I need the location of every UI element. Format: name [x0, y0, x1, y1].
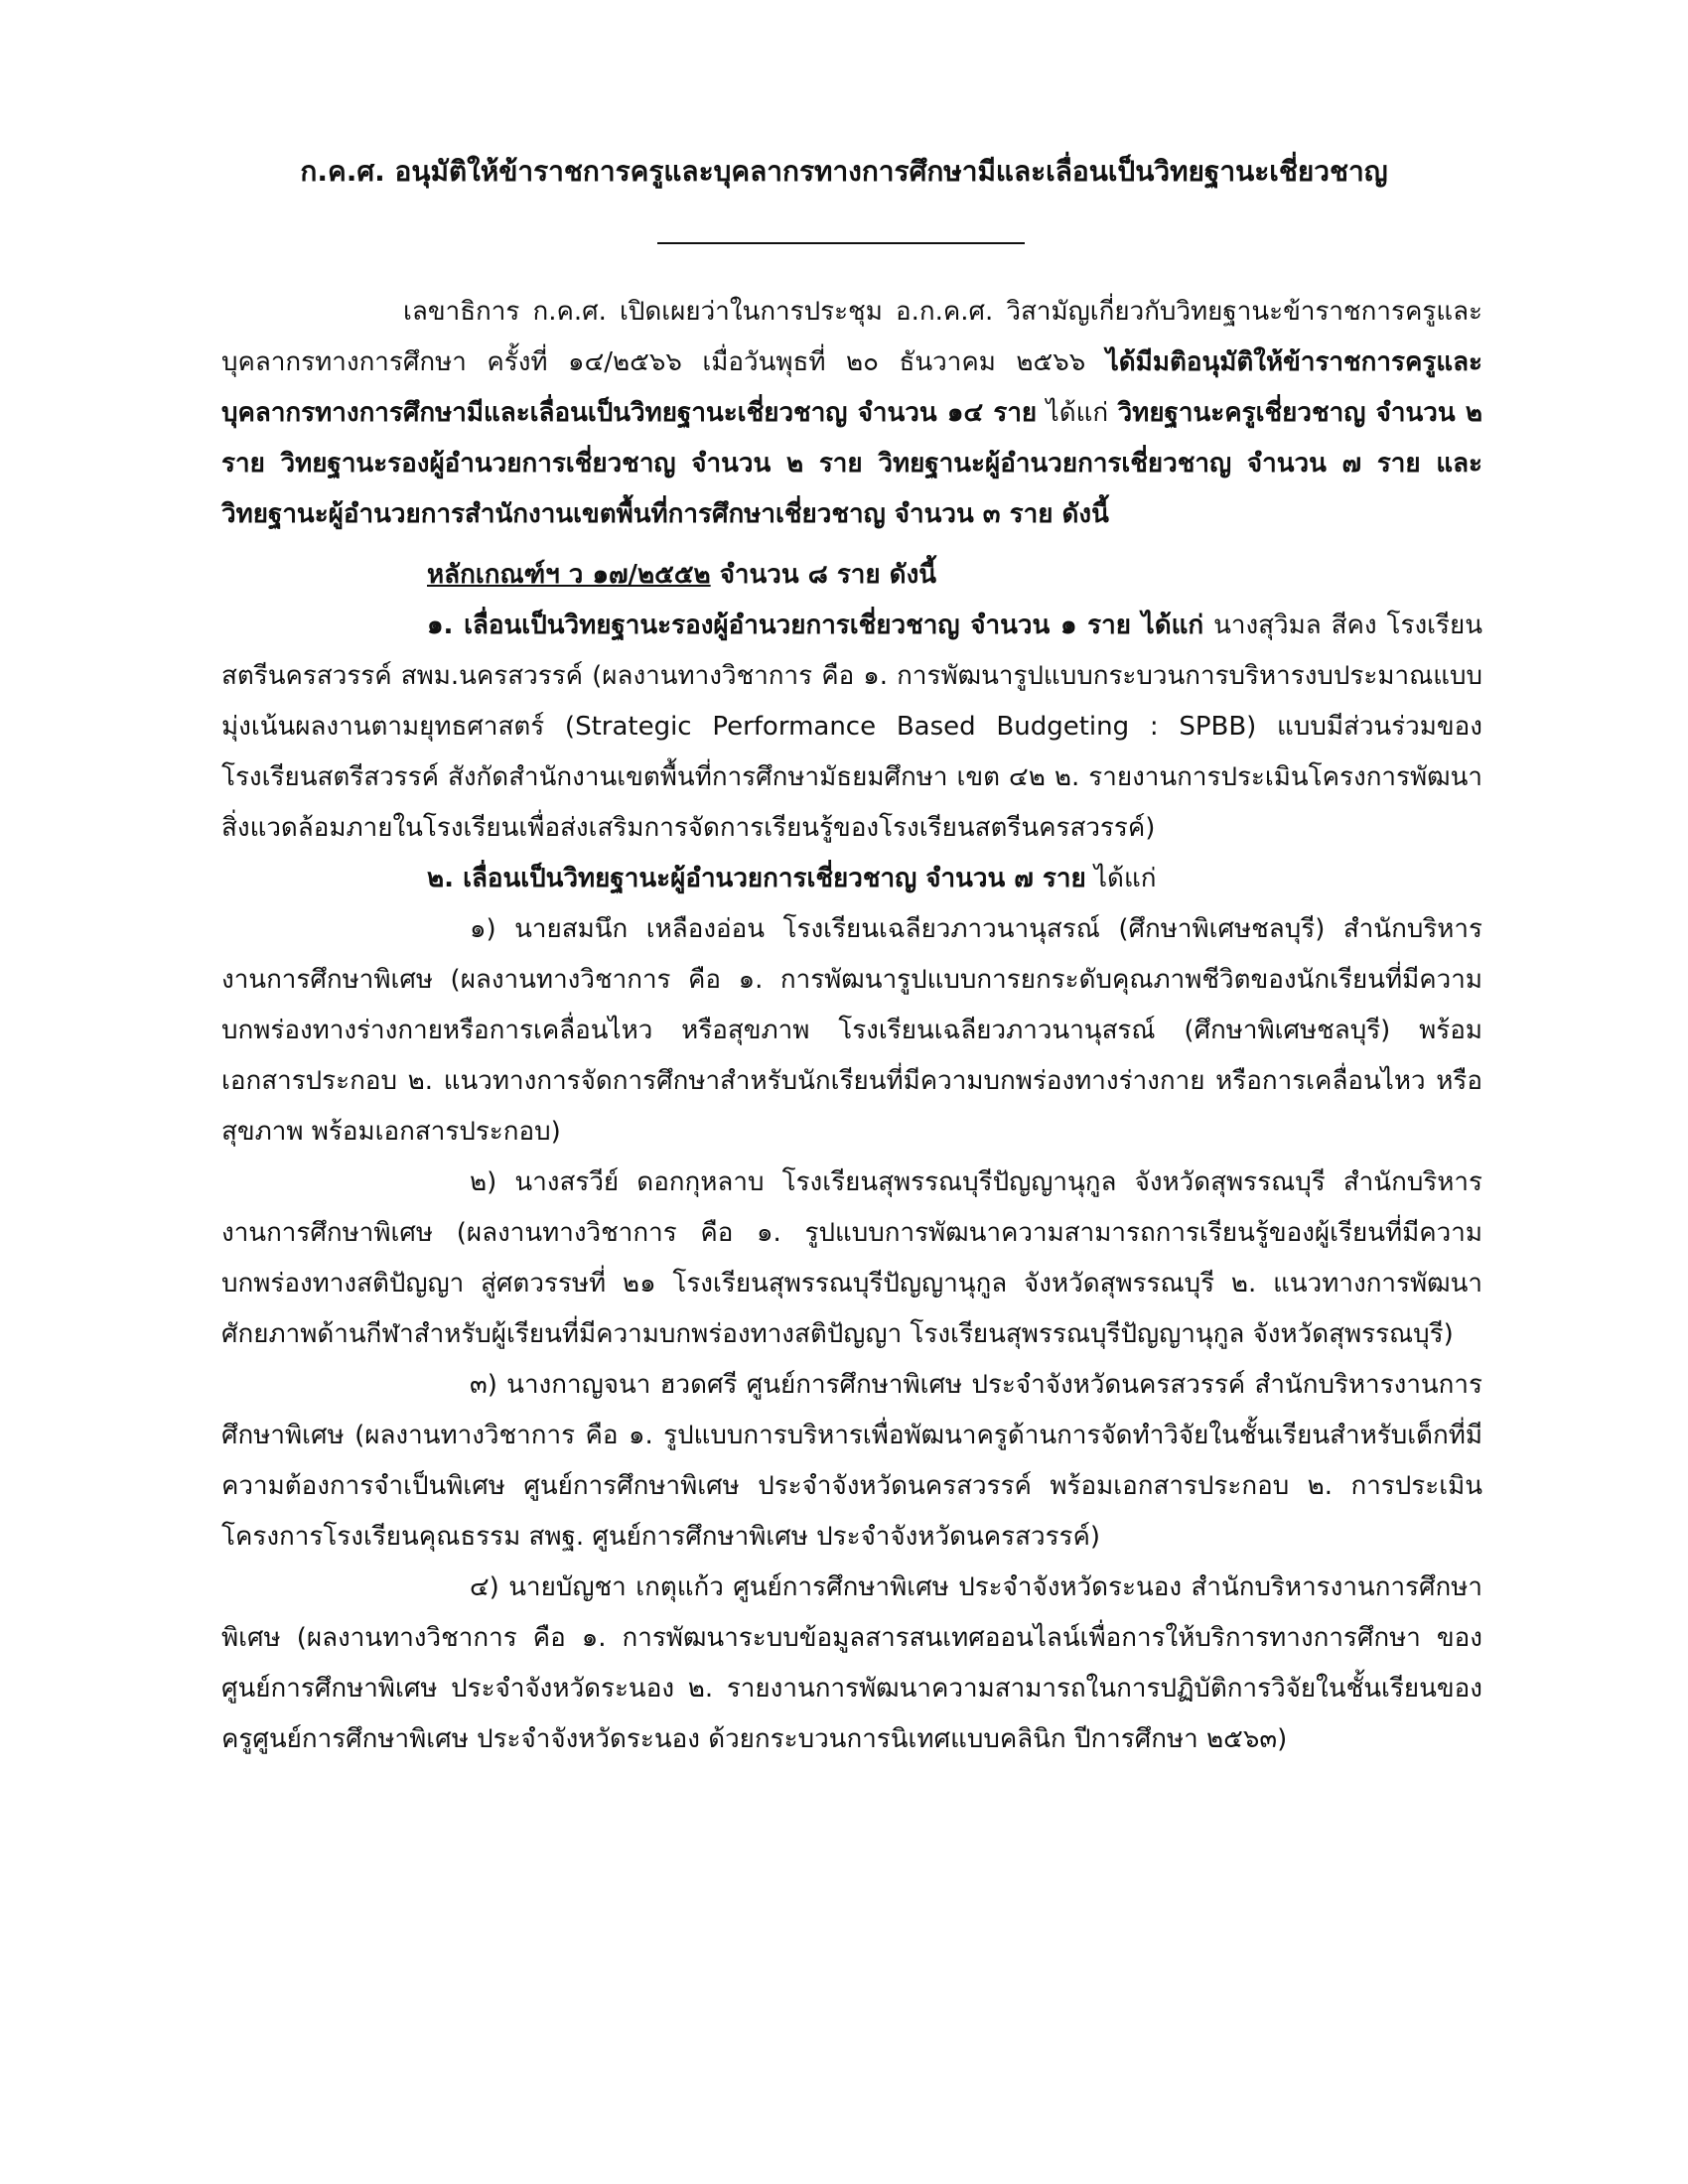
list-item: ๑) นายสมนึก เหลืองอ่อน โรงเรียนเฉลียวภาวนานุสรณ์ (ศึกษาพิเศษชลบุรี) สำนักบริหารงานการศึกษาพิเศษ (ผลงานทางวิชาการ คือ ๑. การพัฒนารูปแบบการยกระดับคุณภาพชีวิตของนักเรียนที่มีความบกพร่องทางร่างกายหรือการเคลื่อนไหว หรือสุขภาพ โรงเรียนเฉลียวภาวนานุสรณ์ (ศึกษาพิเศษชลบุรี) พร้อมเอกสารประกอบ ๒. แนวทางการจัดการศึกษาสำหรับนักเรียนที่มีความบกพร่องทางร่างกาย หรือการเคลื่อนไหว หรือสุขภาพ พร้อมเอกสารประกอบ): [221, 914, 1482, 1147]
document-body: [221, 287, 1482, 1765]
intro-connector: ได้แก่: [1037, 398, 1118, 428]
section2-heading: ๒. เลื่อนเป็นวิทยฐานะผู้อำนวยการเชี่ยวชาญ จำนวน ๗ ราย: [427, 864, 1086, 893]
criteria-heading-rest: จำนวน ๘ ราย ดังนี้: [710, 560, 937, 590]
section2-paragraph: [221, 854, 1482, 904]
intro-breakdown: วิทยฐานะครูเชี่ยวชาญ จำนวน ๒ ราย วิทยฐานะรองผู้อำนวยการเชี่ยวชาญ จำนวน ๒ ราย วิทยฐานะผู้อำนวยการเชี่ยวชาญ จำนวน ๗ ราย และวิทยฐานะผู้อำนวยการสำนักงานเขตพื้นที่การศึกษาเชี่ยวชาญ จำนวน ๓ ราย ดังนี้: [221, 398, 1482, 529]
criteria-heading: [221, 550, 1482, 601]
list-item: ๓) นางกาญจนา ฮวดศรี ศูนย์การศึกษาพิเศษ ประจำจังหวัดนครสวรรค์ สำนักบริหารงานการศึกษาพิเศษ (ผลงานทางวิชาการ คือ ๑. รูปแบบการบริหารเพื่อพัฒนาครูด้านการจัดทำวิจัยในชั้นเรียนสำหรับเด็กที่มีความต้องการจำเป็นพิเศษ ศูนย์การศึกษาพิเศษ ประจำจังหวัดนครสวรรค์ พร้อมเอกสารประกอบ ๒. การประเมินโครงการโรงเรียนคุณธรรม สพฐ. ศูนย์การศึกษาพิเศษ ประจำจังหวัดนครสวรรค์): [221, 1370, 1482, 1552]
list-item: ๒) นางสรวีย์ ดอกกุหลาบ โรงเรียนสุพรรณบุรีปัญญานุกูล จังหวัดสุพรรณบุรี สำนักบริหารงานการศึกษาพิเศษ (ผลงานทางวิชาการ คือ ๑. รูปแบบการพัฒนาความสามารถการเรียนรู้ของผู้เรียนที่มีความบกพร่องทางสติปัญญา สู่ศตวรรษที่ ๒๑ โรงเรียนสุพรรณบุรีปัญญานุกูล จังหวัดสุพรรณบุรี ๒. แนวทางการพัฒนาศักยภาพด้านกีฬาสำหรับผู้เรียนที่มีความบกพร่องทางสติปัญญา โรงเรียนสุพรรณบุรีปัญญานุกูล จังหวัดสุพรรณบุรี): [221, 1167, 1482, 1349]
document-title: ก.ค.ศ. อนุมัติให้ข้าราชการครูและบุคลากรทางการศึกษามีและเลื่อนเป็นวิทยฐานะเชี่ยวชาญ: [300, 155, 1388, 188]
section2-text: ได้แก่: [1085, 864, 1157, 893]
intro-paragraph: [221, 287, 1482, 540]
criteria-heading-underlined: หลักเกณฑ์ฯ ว ๑๗/๒๕๕๒: [427, 560, 711, 590]
section1-heading: ๑. เลื่อนเป็นวิทยฐานะรองผู้อำนวยการเชี่ยวชาญ จำนวน ๑ ราย ได้แก่: [427, 611, 1204, 640]
intro-text: เลขาธิการ ก.ค.ศ. เปิดเผยว่าในการประชุม อ.ก.ค.ศ. วิสามัญเกี่ยวกับวิทยฐานะข้าราชการครูและบุคลากรทางการศึกษา ครั้งที่ ๑๔/๒๕๖๖ เมื่อวันพุธที่ ๒๐ ธันวาคม ๒๕๖๖: [221, 297, 1482, 377]
section1-paragraph: [221, 601, 1482, 854]
intro-resolution: ได้มีมติอนุมัติให้ข้าราชการครูและบุคลากรทางการศึกษามีและเลื่อนเป็นวิทยฐานะเชี่ยวชาญ จำนวน ๑๔ ราย: [221, 347, 1482, 428]
title-divider: [657, 242, 1025, 244]
section1-text: นางสุวิมล สีคง โรงเรียนสตรีนครสวรรค์ สพม.นครสวรรค์ (ผลงานทางวิชาการ คือ ๑. การพัฒนารูปแบบกระบวนการบริหารงบประมาณแบบมุ่งเน้นผลงานตามยุทธศาสตร์ (Strategic Performance Based Budgeting : SPBB) แบบมีส่วนร่วมของโรงเรียนสตรีสวรรค์ สังกัดสำนักงานเขตพื้นที่การศึกษามัธยมศึกษา เขต ๔๒ ๒. รายงานการประเมินโครงการพัฒนาสิ่งแวดล้อมภายในโรงเรียนเพื่อส่งเสริมการจัดการเรียนรู้ของโรงเรียนสตรีนครสวรรค์): [221, 611, 1482, 843]
list-item: ๔) นายบัญชา เกตุแก้ว ศูนย์การศึกษาพิเศษ ประจำจังหวัดระนอง สำนักบริหารงานการศึกษาพิเศษ (ผลงานทางวิชาการ คือ ๑. การพัฒนาระบบข้อมูลสารสนเทศออนไลน์เพื่อการให้บริการทางการศึกษา ของศูนย์การศึกษาพิเศษ ประจำจังหวัดระนอง ๒. รายงานการพัฒนาความสามารถในการปฏิบัติการวิจัยในชั้นเรียนของครูศูนย์การศึกษาพิเศษ ประจำจังหวัดระนอง ด้วยกระบวนการนิเทศแบบคลินิก ปีการศึกษา ๒๕๖๓): [221, 1572, 1482, 1754]
